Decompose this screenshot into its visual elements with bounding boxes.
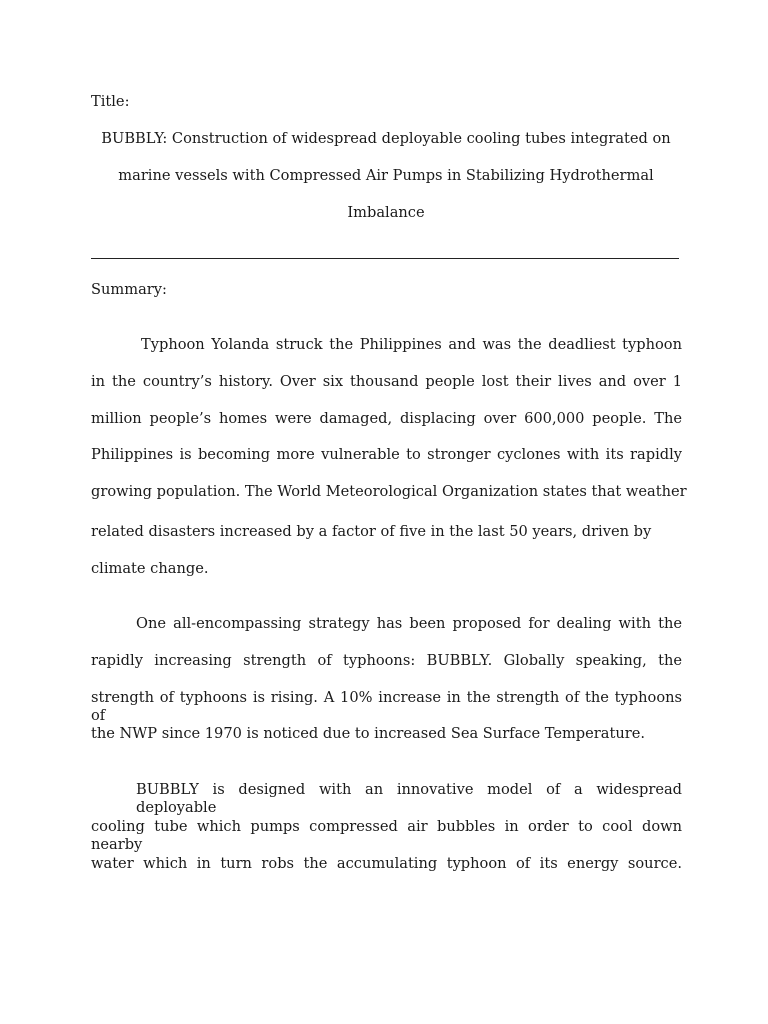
title-line-2: marine vessels with Compressed Air Pumps in Stabilizing Hydrothermal [118, 167, 654, 184]
paragraph-1-line-7: climate change. [91, 560, 209, 577]
summary-label: Summary: [91, 281, 167, 298]
horizontal-rule [91, 258, 679, 259]
paragraph-2-line-2: rapidly increasing strength of typhoons: BUBBLY. Globally speaking, the [91, 652, 682, 669]
paragraph-2-line-4: the NWP since 1970 is noticed due to increased Sea Surface Temperature. [91, 725, 645, 742]
paragraph-1-line-4: Philippines is becoming more vulnerable to stronger cyclones with its rapidly [91, 446, 682, 463]
paragraph-2-line-3: strength of typhoons is rising. A 10% increase in the strength of the typhoons of [91, 689, 682, 724]
paragraph-1-line-3: million people’s homes were damaged, displacing over 600,000 people. The [91, 410, 682, 427]
title-line-3: Imbalance [347, 204, 425, 221]
title-line-1: BUBBLY: Construction of widespread deployable cooling tubes integrated on [101, 130, 671, 147]
paragraph-3-line-3: water which in turn robs the accumulating typhoon of its energy source. [91, 855, 682, 872]
title-label: Title: [91, 93, 130, 110]
paragraph-1-line-5: growing population. The World Meteorological Organization states that weather [91, 483, 687, 500]
paragraph-3-line-1: BUBBLY is designed with an innovative model of a widespread deployable [136, 781, 682, 816]
paragraph-1-line-2: in the country’s history. Over six thousand people lost their lives and over 1 [91, 373, 682, 390]
paragraph-1-line-1: Typhoon Yolanda struck the Philippines and was the deadliest typhoon [141, 336, 682, 353]
paragraph-3-line-2: cooling tube which pumps compressed air bubbles in order to cool down nearby [91, 818, 682, 853]
paragraph-1-line-6: related disasters increased by a factor of five in the last 50 years, driven by [91, 523, 652, 540]
paragraph-2-line-1: One all-encompassing strategy has been proposed for dealing with the [136, 615, 682, 632]
